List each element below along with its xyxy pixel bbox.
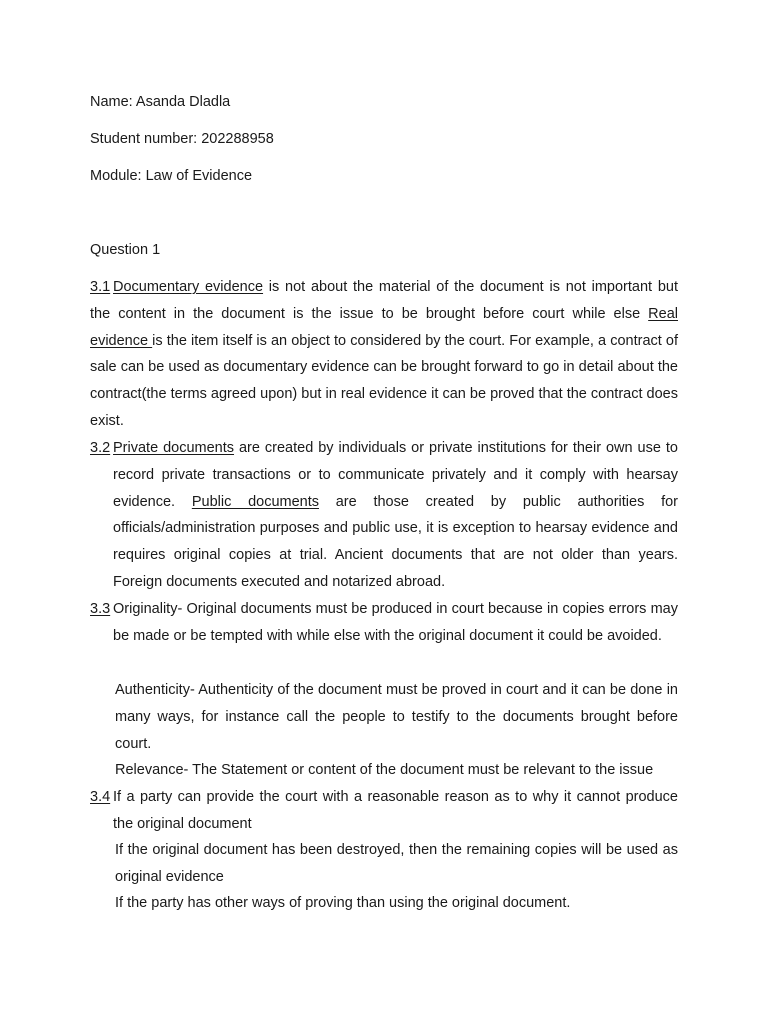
answer-body: are created by individuals or private institutions for their own use to record private transactions or to communicate privately and it comply with hearsay evidence.	[113, 440, 678, 510]
answer-number: 3.4	[90, 789, 111, 805]
student-number: Student number: 202288958	[90, 131, 274, 147]
student-name: Name: Asanda Dladla	[90, 94, 231, 110]
answer-3-4-destroyed: If the original document has been destroyed, then the remaining copies will be used as original evidence	[115, 842, 678, 885]
module-name: Module: Law of Evidence	[90, 168, 253, 184]
answer-body: are those created by public authorities for officials/administration purposes and public use, it is exception to hearsay evidence and requires original copies at trial. Ancient documents that are not older than years. Foreign documents executed and notarized abroad.	[113, 493, 679, 590]
answer-text	[90, 274, 678, 435]
answer-number: 3.2	[90, 440, 111, 456]
answer-3-3	[90, 596, 678, 650]
answer-text	[113, 435, 678, 596]
term-public-documents: Public documents	[191, 493, 319, 510]
answer-text: Originality- Original documents must be produced in court because in copies errors may be made or be tempted with while else with the original document it could be avoided.	[113, 601, 678, 644]
question-title: Question 1	[90, 242, 161, 258]
answer-body: is the item itself is an object to considered by the court. For example, a contract of sale can be used as documentary evidence can be brought forward to go in detail about the contract(the terms agreed upon) but in real evidence it can be proved that the contract does exist.	[90, 332, 679, 429]
answer-text: If a party can provide the court with a reasonable reason as to why it cannot produce the original document	[113, 789, 678, 832]
term-real-evidence: Real evidence	[90, 305, 678, 349]
answer-3-3-relevance: Relevance- The Statement or content of the document must be relevant to the issue	[115, 762, 654, 778]
answer-3-3-authenticity: Authenticity- Authenticity of the document must be proved in court and it can be done in many ways, for instance call the people to testify to the documents brought before court.	[115, 682, 678, 752]
answer-number: 3.3	[90, 601, 111, 617]
term-documentary-evidence: Documentary evidence	[113, 279, 264, 295]
answer-number: 3.1	[90, 279, 111, 295]
answer-3-4	[90, 784, 678, 838]
answer-3-4-other-ways: If the party has other ways of proving than using the original document.	[115, 895, 571, 911]
answer-3-1	[90, 274, 678, 435]
answer-3-2	[90, 435, 678, 596]
term-private-documents: Private documents	[113, 440, 235, 456]
answer-body: is not about the material of the document is not important but the content in the document is the issue to be brought before court while else	[90, 279, 678, 322]
